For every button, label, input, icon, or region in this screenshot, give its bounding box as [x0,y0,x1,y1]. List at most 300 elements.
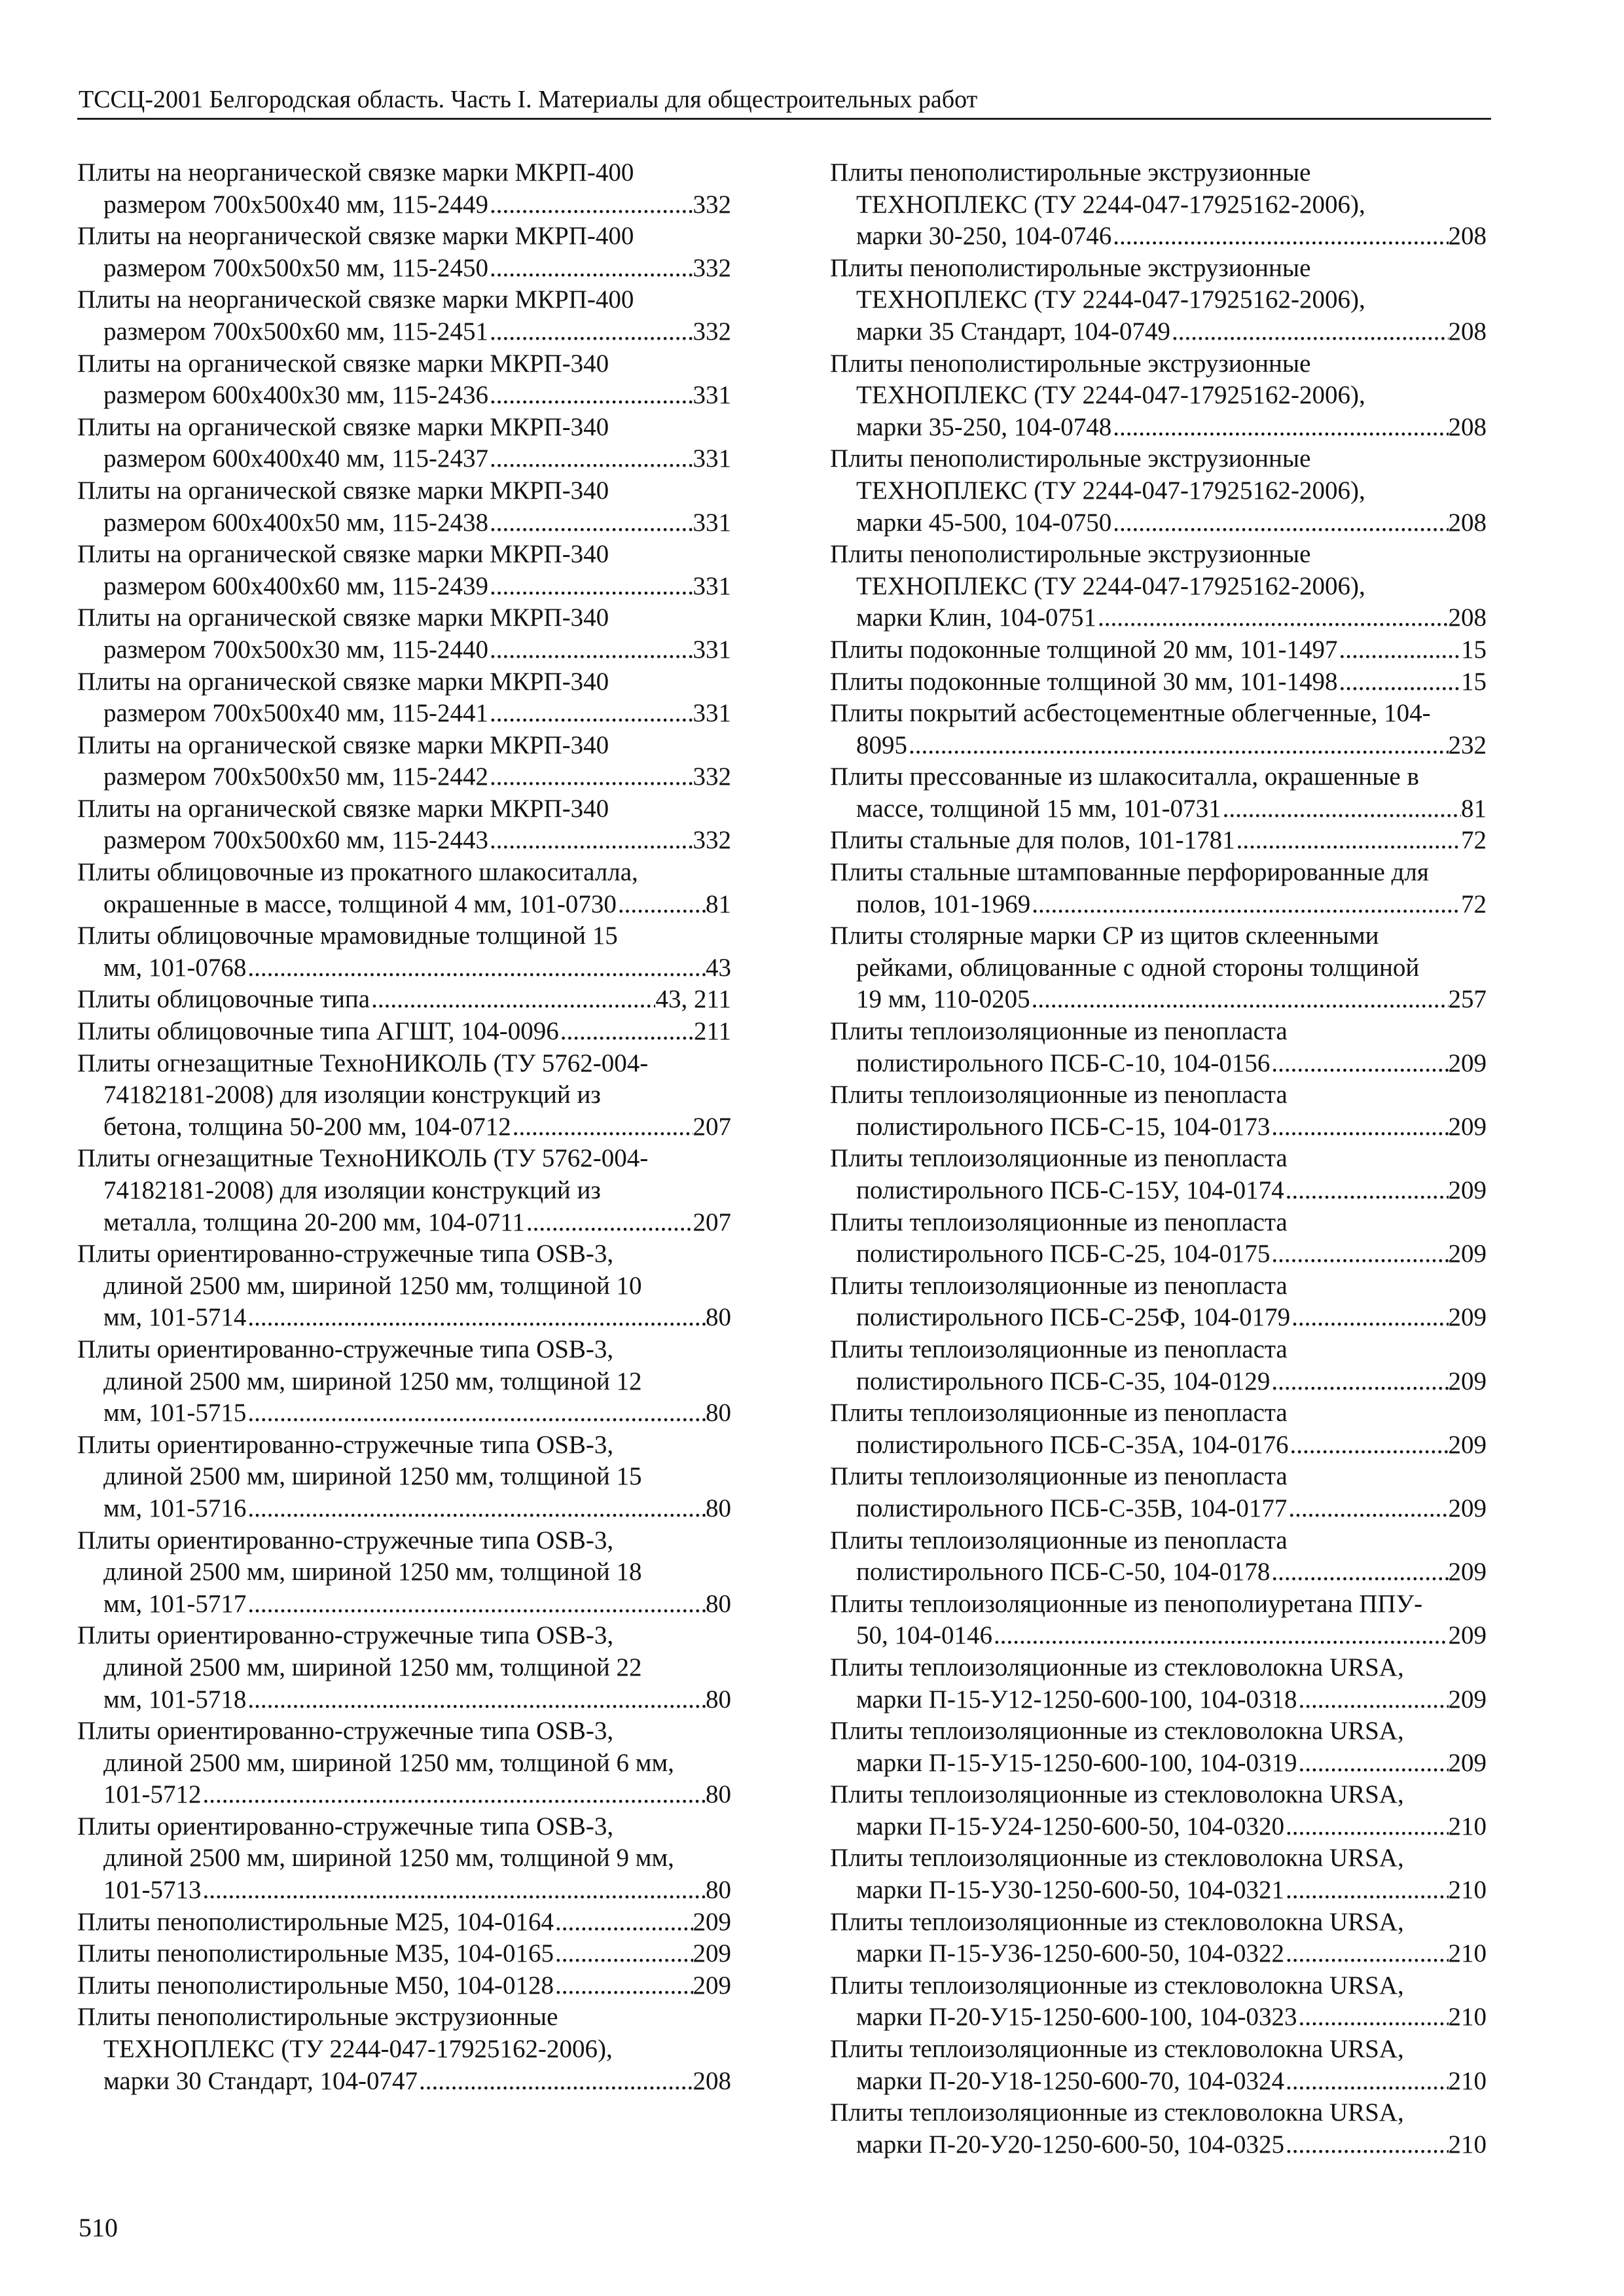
entry-text: Плиты стальные штампованные перфорированные для [830,858,1429,887]
entry-text: Плиты теплоизоляционные из стекловолокна URSA, [830,2035,1404,2064]
index-entry [77,793,731,857]
entry-page-number: 80 [706,1399,731,1427]
index-entry [830,1779,1487,1842]
index-entry-line [830,348,1487,380]
dot-leader [907,730,1449,762]
index-entry-last-line [77,507,731,539]
entry-page-number: 331 [693,508,731,537]
entry-text: металла, толщина 20-200 мм, 104-0711 [103,1208,525,1236]
entry-page-number: 257 [1448,985,1487,1014]
dot-leader [1297,1748,1449,1780]
dot-leader [488,698,693,730]
entry-text: размером 700х500х60 мм, 115-2443 [103,826,488,855]
index-entry-line [830,443,1487,475]
index-entry [77,1016,731,1048]
entry-text: Плиты теплоизоляционные из пенопласта [830,1462,1288,1491]
index-entry-last-line [830,1556,1487,1588]
entry-text: Плиты на органической связке марки МКРП-340 [77,730,609,759]
index-entry-line [77,602,731,634]
entry-page-number: 209 [693,1907,731,1936]
index-entry-last-line [77,1302,731,1334]
entry-text: 8095 [856,730,907,759]
dot-leader [1170,316,1449,348]
index-entry-last-line [830,2066,1487,2098]
index-entry [77,1238,731,1334]
index-entry-last-line [77,1970,731,2002]
entry-text: Плиты теплоизоляционные из пенопласта [830,1081,1288,1109]
index-entry [830,1016,1487,1079]
entry-text: марки П-20-У18-1250-600-70, 104-0324 [856,2066,1284,2095]
entry-text: размером 600х400х40 мм, 115-2437 [103,444,488,473]
index-entry [830,348,1487,444]
entry-text: Плиты на неорганической связке марки МКРП-400 [77,158,634,187]
entry-text: ТЕХНОПЛЕКС (ТУ 2244-047-17925162-2006), [856,571,1365,600]
dot-leader [246,1397,706,1429]
index-entry [77,412,731,475]
entry-page-number: 209 [1448,1621,1487,1650]
dot-leader [488,189,693,221]
index-entry-last-line [830,1238,1487,1270]
index-entry-line [77,2034,731,2066]
entry-text: мм, 101-5718 [103,1685,247,1713]
entry-page-number: 331 [693,381,731,410]
entry-text: марки П-15-У15-1250-600-100, 104-0319 [856,1748,1297,1777]
entry-text: мм, 101-5716 [103,1494,247,1522]
index-entry [830,666,1487,698]
index-entry-line [830,1207,1487,1239]
index-entry-line [830,253,1487,285]
index-entry [830,1334,1487,1397]
dot-leader [1111,507,1448,539]
index-entry-line [830,571,1487,603]
index-entry-line [77,1556,731,1588]
entry-text: Плиты пенополистирольные экструзионные [830,158,1311,187]
entry-text: марки 30 Стандарт, 104-0747 [103,2066,418,2095]
entry-text: длиной 2500 мм, шириной 1250 мм, толщиной 9 мм, [103,1844,674,1873]
index-entry-last-line [830,730,1487,762]
dot-leader [1270,1111,1448,1143]
dot-leader [1290,1302,1448,1334]
entry-page-number: 332 [693,253,731,282]
entry-text: Плиты на органической связке марки МКРП-340 [77,476,609,505]
dot-leader [1284,1811,1449,1843]
index-entry-last-line [830,793,1487,825]
index-entry-line [830,539,1487,571]
index-entry [77,1970,731,2002]
entry-text: Плиты ориентированно-стружечные типа OSB-3, [77,1335,614,1363]
entry-page-number: 208 [1448,412,1487,441]
index-entry-line [830,920,1487,952]
page-number: 510 [79,2213,118,2242]
index-entry-last-line [77,984,731,1016]
index-entry [77,1907,731,1939]
dot-leader [1297,2001,1449,2034]
index-entry-line [830,1525,1487,1557]
index-entry-line [830,1842,1487,1874]
entry-text: Плиты стальные для полов, 101-1781 [830,826,1235,855]
index-entry [77,1938,731,1970]
index-entry [830,157,1487,253]
entry-text: Плиты теплоизоляционные из пенопласта [830,1399,1288,1427]
entry-text: размером 600х400х30 мм, 115-2436 [103,381,488,410]
index-entry-line [77,1048,731,1080]
index-entry-last-line [77,1588,731,1621]
entry-text: размером 600х400х60 мм, 115-2439 [103,571,488,600]
index-entry [830,920,1487,1016]
entry-text: Плиты ориентированно-стружечные типа OSB-3, [77,1621,614,1650]
index-entry [77,1334,731,1429]
entry-text: Плиты пенополистирольные экструзионные [830,444,1311,473]
index-entry-line [77,857,731,889]
entry-text: длиной 2500 мм, шириной 1250 мм, толщиной 15 [103,1462,642,1491]
entry-page-number: 332 [693,190,731,219]
dot-leader [488,316,693,348]
index-entry-line [830,698,1487,730]
dot-leader [1284,1938,1449,1970]
entry-page-number: 80 [706,1876,731,1905]
dot-leader [617,889,706,921]
entry-text: марки П-20-У15-1250-600-100, 104-0323 [856,2003,1297,2032]
entry-text: Плиты на органической связке марки МКРП-340 [77,349,609,378]
index-entry-line [830,1143,1487,1175]
entry-text: 19 мм, 110-0205 [856,985,1030,1014]
entry-page-number: 80 [706,1685,731,1713]
index-entry [830,1461,1487,1524]
dot-leader [1284,1175,1449,1207]
entry-text: марки П-15-У30-1250-600-50, 104-0321 [856,1876,1284,1905]
index-entry-last-line [830,2001,1487,2034]
index-entry [77,1525,731,1621]
entry-text: Плиты теплоизоляционные из стекловолокна URSA, [830,1971,1404,2000]
entry-page-number: 208 [1448,317,1487,346]
entry-text: мм, 101-5717 [103,1589,247,1618]
entry-text: полистирольного ПСБ-С-25Ф, 104-0179 [856,1303,1291,1332]
dot-leader [1284,1874,1449,1907]
index-entry-line [830,1461,1487,1493]
entry-page-number: 331 [693,699,731,728]
dot-leader [488,571,693,603]
entry-text: Плиты на органической связке марки МКРП-340 [77,603,609,632]
dot-leader [488,253,693,285]
entry-text: мм, 101-0768 [103,953,247,982]
entry-text: Плиты теплоизоляционные из пенопласта [830,1017,1288,1046]
entry-page-number: 209 [1448,1303,1487,1332]
entry-text: рейками, облицованные с одной стороны толщиной [856,953,1420,982]
entry-text: 74182181-2008) для изоляции конструкций из [103,1176,601,1204]
dot-leader [1221,793,1461,825]
dot-leader [202,1779,706,1811]
entry-text: Плиты огнезащитные ТехноНИКОЛЬ (ТУ 5762-004- [77,1049,649,1077]
entry-text: Плиты облицовочные типа АГШТ, 104-0096 [77,1017,559,1046]
index-entry [830,539,1487,634]
entry-page-number: 208 [1448,603,1487,632]
entry-text: ТЕХНОПЛЕКС (ТУ 2244-047-17925162-2006), [103,2035,613,2064]
index-entry-line [77,348,731,380]
dot-leader [1270,1048,1448,1080]
entry-text: полистирольного ПСБ-С-35А, 104-0176 [856,1430,1289,1459]
index-entry-line [830,2034,1487,2066]
entry-text: Плиты облицовочные из прокатного шлакоситалла, [77,858,638,887]
index-entry-last-line [830,412,1487,444]
index-entry-line [77,1461,731,1493]
entry-page-number: 43 [706,953,731,982]
index-entry-last-line [830,1366,1487,1398]
entry-page-number: 15 [1461,667,1487,696]
dot-leader [1297,1684,1449,1716]
entry-text: Плиты ориентированно-стружечные типа OSB-3, [77,1717,614,1746]
dot-leader [1235,825,1461,857]
dot-leader [992,1620,1449,1652]
index-entry [77,1143,731,1238]
index-entry-line [830,1907,1487,1939]
entry-text: Плиты теплоизоляционные из стекловолокна URSA, [830,1907,1404,1936]
entry-text: Плиты теплоизоляционные из пенополиуретана ППУ- [830,1589,1423,1618]
entry-text: размером 700х500х50 мм, 115-2442 [103,762,488,791]
index-entry-last-line [830,1938,1487,1970]
index-entry-last-line [77,1938,731,1970]
index-entry-line [77,1175,731,1207]
entry-page-number: 209 [1448,1494,1487,1522]
index-entry [830,1397,1487,1461]
entry-page-number: 43, 211 [655,985,731,1014]
dot-leader [488,761,693,793]
index-entry-last-line [830,1048,1487,1080]
entry-text: Плиты теплоизоляционные из пенопласта [830,1526,1288,1554]
index-entry-last-line [830,1111,1487,1143]
index-entry [830,2034,1487,2097]
running-header: ТССЦ-2001 Белгородская область. Часть I. Материалы для общестроительных работ [79,86,978,113]
entry-page-number: 207 [693,1112,731,1141]
entry-page-number: 209 [1448,1176,1487,1204]
entry-text: полистирольного ПСБ-С-15, 104-0173 [856,1112,1271,1141]
entry-text: Плиты столярные марки СР из щитов склеенными [830,922,1379,950]
index-entry [830,698,1487,761]
entry-page-number: 207 [693,1208,731,1236]
entry-page-number: 210 [1448,1812,1487,1840]
index-entry-last-line [77,761,731,793]
dot-leader [1270,1366,1448,1398]
entry-text: ТЕХНОПЛЕКС (ТУ 2244-047-17925162-2006), [856,476,1365,505]
index-entry-last-line [830,2129,1487,2161]
entry-text: Плиты пенополистирольные М50, 104-0128 [77,1971,554,2000]
index-entry-last-line [830,1429,1487,1462]
index-entry-line [77,412,731,444]
index-entry-last-line [830,507,1487,539]
index-entry [77,221,731,284]
entry-page-number: 80 [706,1303,731,1332]
index-entry-last-line [77,634,731,666]
index-entry [830,1270,1487,1334]
dot-leader [1284,2066,1449,2098]
dot-leader [1111,221,1448,253]
entry-text: окрашенные в массе, толщиной 4 мм, 101-0730 [103,889,617,918]
entry-text: Плиты ориентированно-стружечные типа OSB-3, [77,1812,614,1840]
entry-text: марки П-20-У20-1250-600-50, 104-0325 [856,2130,1284,2159]
entry-text: полистирольного ПСБ-С-35, 104-0129 [856,1367,1271,1395]
index-entry-last-line [830,825,1487,857]
dot-leader [488,825,693,857]
entry-text: мм, 101-5715 [103,1399,247,1427]
index-entry-line [77,1652,731,1684]
index-entry-last-line [77,1397,731,1429]
index-entry [77,666,731,730]
dot-leader [1111,412,1448,444]
entry-page-number: 209 [693,1971,731,2000]
dot-leader [1338,666,1461,698]
index-entry [77,157,731,221]
entry-text: марки П-15-У24-1250-600-50, 104-0320 [856,1812,1284,1840]
index-entry-last-line [830,889,1487,921]
entry-page-number: 208 [693,2066,731,2095]
index-entry [830,1970,1487,2034]
entry-text: Плиты теплоизоляционные из стекловолокна URSA, [830,1780,1404,1809]
index-entry-last-line [77,2066,731,2098]
entry-page-number: 15 [1461,635,1487,664]
entry-text: Плиты пенополистирольные экструзионные [77,2003,558,2032]
dot-leader [554,1907,693,1939]
index-entry [77,857,731,920]
index-entry-line [830,1715,1487,1748]
index-entry-last-line [77,1907,731,1939]
index-entry-line [77,1334,731,1366]
index-entry-line [77,1842,731,1874]
index-entry-line [830,1079,1487,1111]
index-entry [77,1620,731,1715]
index-entry [830,857,1487,920]
index-entry-line [77,1238,731,1270]
index-entry-line [77,1429,731,1462]
index-entry-line [77,1525,731,1557]
dot-leader [1289,1429,1449,1462]
entry-page-number: 209 [1448,1558,1487,1587]
index-entry [830,634,1487,666]
entry-page-number: 332 [693,762,731,791]
index-entry-line [830,857,1487,889]
entry-text: ТЕХНОПЛЕКС (ТУ 2244-047-17925162-2006), [856,190,1365,219]
index-entry [830,1652,1487,1715]
entry-text: Плиты теплоизоляционные из пенопласта [830,1335,1288,1363]
index-entry-last-line [830,1493,1487,1525]
entry-page-number: 331 [693,635,731,664]
index-entry-last-line [77,698,731,730]
entry-text: полистирольного ПСБ-С-15У, 104-0174 [856,1176,1284,1204]
index-entry-last-line [830,984,1487,1016]
index-entry-last-line [77,825,731,857]
index-entry-last-line [77,889,731,921]
index-entry-line [830,1397,1487,1429]
index-entry-line [830,1970,1487,2002]
entry-text: размером 700х500х60 мм, 115-2451 [103,317,488,346]
entry-page-number: 210 [1448,1876,1487,1905]
entry-text: Плиты пенополистирольные экструзионные [830,540,1311,569]
entry-text: Плиты на органической связке марки МКРП-340 [77,412,609,441]
header-rule [77,118,1491,120]
entry-text: полистирольного ПСБ-С-35В, 104-0177 [856,1494,1288,1522]
index-entry [830,253,1487,348]
index-entry-last-line [830,221,1487,253]
entry-text: полистирольного ПСБ-С-50, 104-0178 [856,1558,1271,1587]
entry-text: длиной 2500 мм, шириной 1250 мм, толщиной 18 [103,1558,642,1587]
dot-leader [1270,1556,1448,1588]
entry-page-number: 209 [1448,1748,1487,1777]
entry-page-number: 209 [693,1939,731,1968]
index-entry [77,1429,731,1525]
index-entry-line [77,1715,731,1748]
entry-text: длиной 2500 мм, шириной 1250 мм, толщиной 12 [103,1367,642,1395]
entry-text: Плиты огнезащитные ТехноНИКОЛЬ (ТУ 5762-004- [77,1144,649,1173]
entry-text: Плиты на органической связке марки МКРП-340 [77,667,609,696]
dot-leader [554,1938,693,1970]
index-entry-last-line [77,380,731,412]
index-entry-line [77,1366,731,1398]
entry-text: Плиты на неорганической связке марки МКРП-400 [77,285,634,314]
index-entry [77,730,731,793]
index-entry-last-line [77,1874,731,1907]
entry-text: Плиты теплоизоляционные из стекловолокна URSA, [830,1844,1404,1873]
index-entry [77,1048,731,1143]
dot-leader [202,1874,706,1907]
entry-text: Плиты теплоизоляционные из стекловолокна URSA, [830,2098,1404,2127]
entry-text: Плиты на органической связке марки МКРП-340 [77,794,609,823]
entry-page-number: 209 [1448,1112,1487,1141]
index-entry-line [77,1079,731,1111]
entry-page-number: 80 [706,1589,731,1618]
entry-text: размером 700х500х40 мм, 115-2441 [103,699,488,728]
index-entry-last-line [830,1620,1487,1652]
dot-leader [559,1016,694,1048]
index-entry-last-line [830,1175,1487,1207]
entry-text: марки П-15-У12-1250-600-100, 104-0318 [856,1685,1297,1713]
entry-page-number: 208 [1448,508,1487,537]
entry-page-number: 211 [693,1017,731,1046]
entry-text: Плиты ориентированно-стружечные типа OSB-3, [77,1430,614,1459]
entry-text: длиной 2500 мм, шириной 1250 мм, толщиной 10 [103,1271,642,1300]
index-entry-line [77,2001,731,2034]
entry-text: 101-5713 [103,1876,202,1905]
entry-page-number: 331 [693,571,731,600]
index-entry-last-line [77,1111,731,1143]
index-entry-last-line [830,1748,1487,1780]
dot-leader [511,1111,693,1143]
dot-leader [525,1207,693,1239]
index-entry-line [77,539,731,571]
entry-text: Плиты на неорганической связке марки МКРП-400 [77,222,634,251]
entry-text: Плиты подоконные толщиной 30 мм, 101-1498 [830,667,1338,696]
index-entry-last-line [77,1493,731,1525]
index-entry-line [77,1143,731,1175]
entry-text: ТЕХНОПЛЕКС (ТУ 2244-047-17925162-2006), [856,285,1365,314]
index-entry-line [830,1588,1487,1621]
index-entry-last-line [77,571,731,603]
index-entry-line [830,1270,1487,1302]
entry-text: Плиты теплоизоляционные из стекловолокна URSA, [830,1653,1404,1681]
index-entry-last-line [77,1016,731,1048]
index-entry-line [830,157,1487,189]
entry-text: Плиты ориентированно-стружечные типа OSB-3, [77,1526,614,1554]
entry-page-number: 209 [1448,1240,1487,1268]
index-entry [77,475,731,539]
index-entry [77,2001,731,2097]
entry-text: длиной 2500 мм, шириной 1250 мм, толщиной 6 мм, [103,1748,674,1777]
index-entry [830,825,1487,857]
dot-leader [1030,984,1449,1016]
entry-text: Плиты облицовочные типа [77,985,370,1014]
entry-text: Плиты подоконные толщиной 20 мм, 101-1497 [830,635,1338,664]
dot-leader [246,1588,706,1621]
index-entry-line [77,666,731,698]
index-entry [77,1811,731,1907]
entry-page-number: 210 [1448,2003,1487,2032]
